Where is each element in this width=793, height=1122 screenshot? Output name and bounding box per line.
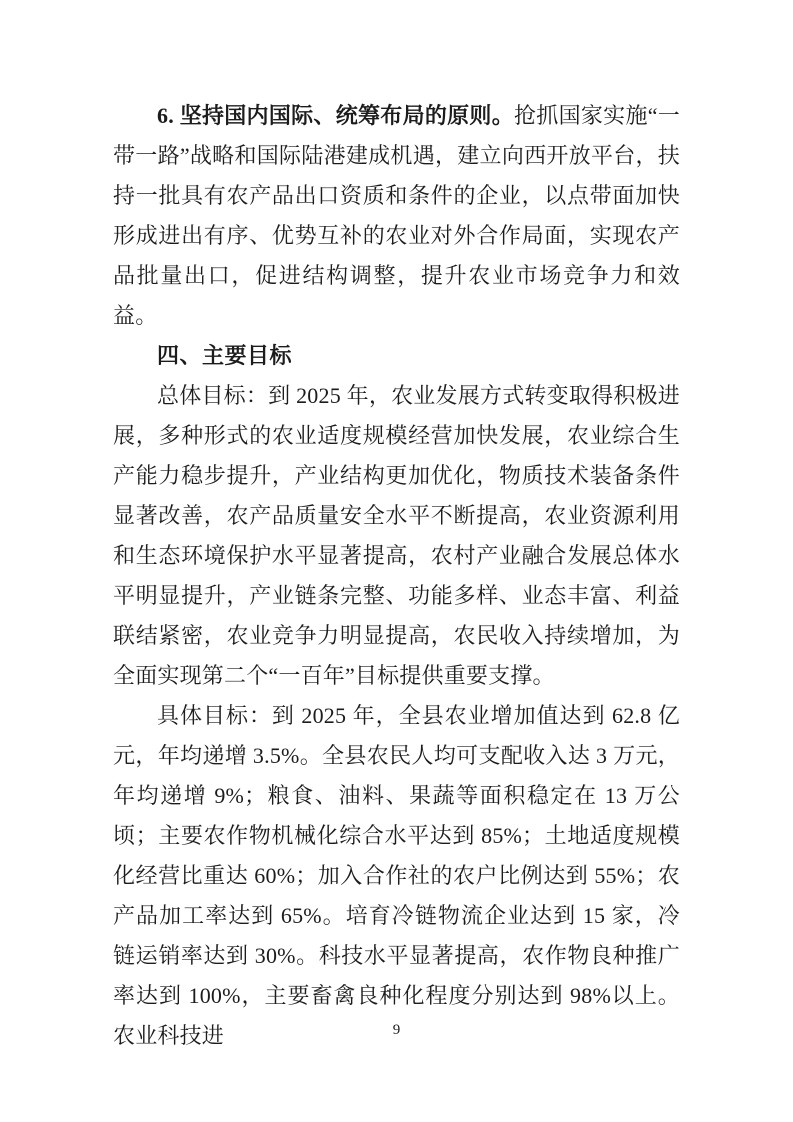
paragraph-principle-6-text: 抢抓国家实施“一带一路”战略和国际陆港建成机遇，建立向西开放平台，扶持一批具有农产品出口资质和条件的企业，以点带面加快形成进出有序、优势互补的农业对外合作局面，实现农产品批量出口，促进结构调整，提升农业市场竞争力和效益。 (113, 103, 680, 328)
page-content (113, 96, 680, 1056)
paragraph-principle-6-lead: 6. 坚持国内国际、统筹布局的原则。 (157, 103, 515, 128)
section-heading-main-goals: 四、主要目标 (157, 343, 293, 368)
page-number: 9 (392, 1022, 401, 1038)
paragraph-overall-goal: 总体目标：到 2025 年，农业发展方式转变取得积极进展，多种形式的农业适度规模经营加快发展，农业综合生产能力稳步提升，产业结构更加优化，物质技术装备条件显著改善，农产品质量安全水平不断提高，农业资源利用和生态环境保护水平显著提高，农村产业融合发展总体水平明显提升，产业链条完整、功能多样、业态丰富、利益联结紧密，农业竞争力明显提高，农民收入持续增加，为全面实现第二个“一百年”目标提供重要支撑。 (113, 383, 680, 688)
paragraph-principle-6 (113, 96, 680, 336)
paragraph-specific-goal: 具体目标：到 2025 年，全县农业增加值达到 62.8 亿元，年均递增 3.5%。全县农民人均可支配收入达 3 万元，年均递增 9%；粮食、油料、果蔬等面积稳定在 13 万公顷；主要农作物机械化综合水平达到 85%；土地适度规模化经营比重达 60%；加入合作社的农户比例达到 55%；农产品加工率达到 65%。培育冷链物流企业达到 15 家，冷链运销率达到 30%。科技水平显著提高，农作物良种推广率达到 100%，主要畜禽良种化程度分别达到 98%以上。农业科技进 (113, 703, 680, 1048)
